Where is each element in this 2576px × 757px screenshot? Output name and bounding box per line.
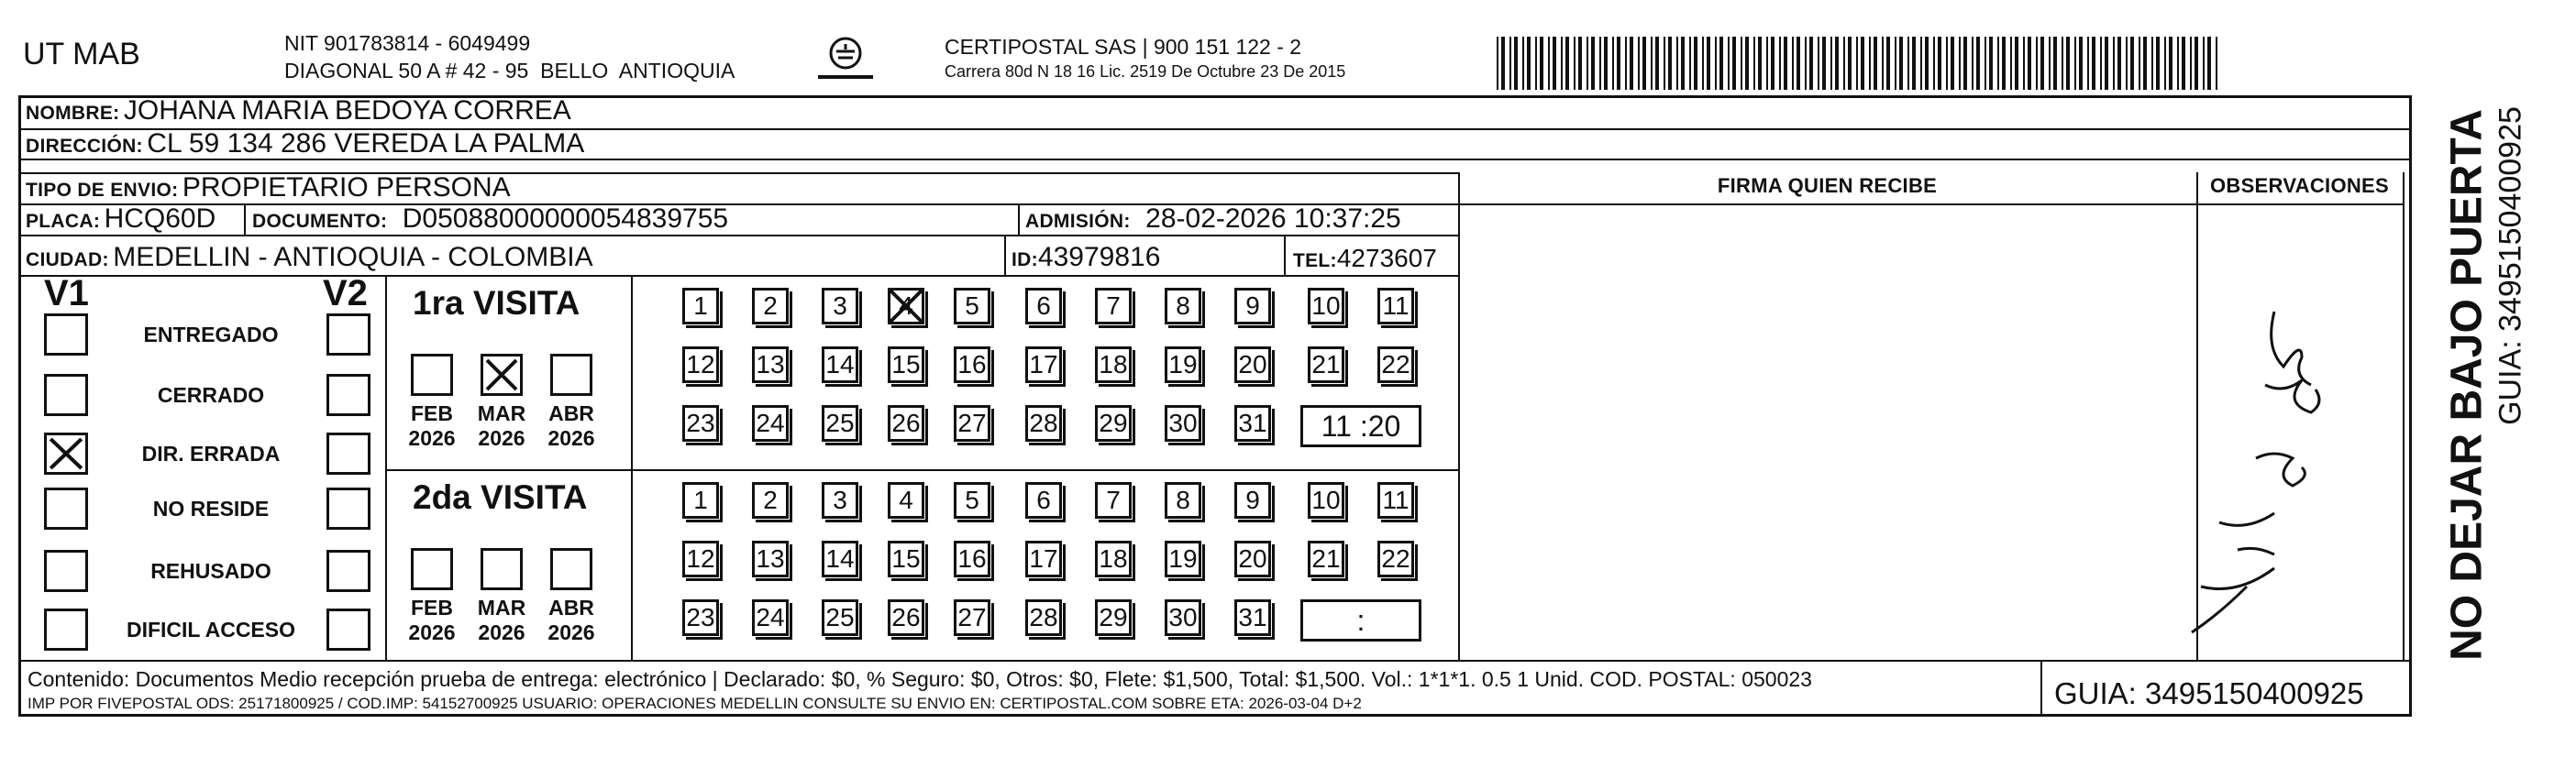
company-nit: NIT 901783814 - 6049499 bbox=[284, 31, 531, 55]
day-box[interactable]: 16 bbox=[954, 541, 990, 577]
day-box[interactable]: 30 bbox=[1165, 599, 1201, 636]
v1-checkbox-1[interactable] bbox=[44, 374, 88, 416]
carrier-license: Carrera 80d N 18 16 Lic. 2519 De Octubre 23 De 2015 bbox=[945, 62, 1346, 81]
recipient-name-row bbox=[26, 95, 571, 126]
side-tracking: GUIA: 3495150400925 bbox=[2493, 106, 2528, 425]
month-checkbox-mar[interactable] bbox=[481, 354, 523, 396]
month-name: ABR bbox=[548, 596, 594, 620]
plate-cell bbox=[26, 203, 216, 235]
plate-label: PLACA: bbox=[26, 211, 101, 232]
day-box[interactable]: 2 bbox=[752, 482, 789, 519]
day-box[interactable]: 17 bbox=[1025, 541, 1062, 577]
document-cell bbox=[252, 203, 728, 235]
day-box[interactable]: 19 bbox=[1165, 346, 1201, 383]
v2-checkbox-1[interactable] bbox=[326, 374, 370, 416]
v1-checkbox-5[interactable] bbox=[44, 609, 88, 651]
id-value: 43979816 bbox=[1037, 242, 1161, 272]
day-box[interactable]: 29 bbox=[1095, 599, 1132, 636]
day-box[interactable]: 31 bbox=[1234, 599, 1271, 636]
v2-checkbox-5[interactable] bbox=[326, 609, 370, 651]
month-year: 2026 bbox=[478, 426, 525, 450]
month-year: 2026 bbox=[547, 620, 595, 644]
admission-label: ADMISIÓN: bbox=[1025, 211, 1131, 232]
day-box[interactable]: 8 bbox=[1165, 288, 1201, 324]
company-address: DIAGONAL 50 A # 42 - 95 BELLO ANTIOQUIA bbox=[284, 59, 735, 82]
phone-value: 4273607 bbox=[1336, 244, 1437, 272]
month-year: 2026 bbox=[408, 426, 456, 450]
day-box[interactable]: 14 bbox=[822, 541, 858, 577]
day-box[interactable]: 25 bbox=[822, 599, 858, 636]
day-box[interactable]: 12 bbox=[682, 541, 719, 577]
day-box[interactable]: 9 bbox=[1234, 288, 1271, 324]
recipient-name: JOHANA MARIA BEDOYA CORREA bbox=[123, 95, 571, 126]
day-box[interactable]: 20 bbox=[1234, 541, 1271, 577]
day-box[interactable]: 20 bbox=[1234, 346, 1271, 383]
shipment-type: PROPIETARIO PERSONA bbox=[182, 172, 511, 203]
day-box[interactable]: 16 bbox=[954, 346, 990, 383]
day-box[interactable]: 13 bbox=[752, 541, 789, 577]
day-box[interactable]: 3 bbox=[822, 288, 858, 324]
v2-checkbox-0[interactable] bbox=[326, 313, 370, 356]
v1-checkbox-3[interactable] bbox=[44, 488, 88, 530]
city-cell bbox=[26, 242, 593, 273]
day-box[interactable]: 4 bbox=[888, 482, 924, 519]
day-box[interactable]: 15 bbox=[888, 541, 924, 577]
month-label bbox=[544, 401, 599, 451]
month-checkbox-mar[interactable] bbox=[481, 548, 523, 590]
month-name: MAR bbox=[477, 596, 526, 620]
signature-header: FIRMA QUIEN RECIBE bbox=[1717, 174, 1938, 197]
day-box[interactable]: 24 bbox=[752, 405, 789, 442]
v2-checkbox-2[interactable] bbox=[326, 433, 370, 475]
day-box[interactable]: 14 bbox=[822, 346, 858, 383]
time-field[interactable]: : bbox=[1300, 599, 1421, 642]
month-label bbox=[404, 401, 459, 451]
id-label: ID: bbox=[1012, 249, 1038, 270]
certipostal-logo bbox=[814, 33, 877, 88]
time-field[interactable]: 11 :20 bbox=[1300, 405, 1421, 447]
status-label: REHUSADO bbox=[150, 559, 271, 583]
day-box[interactable]: 11 bbox=[1377, 288, 1414, 324]
footer-contents: Contenido: Documentos Medio recepción prueba de entrega: electrónico | Declarado: $0, % Seguro: $0, Otros: $0, Flete: $1,500, Total: $1,500. Vol.: 1*1*1. 0.5 1 Unid. COD. POSTAL: 050023 bbox=[28, 667, 1812, 691]
company-name: UT MAB bbox=[23, 37, 140, 71]
month-checkbox-abr[interactable] bbox=[550, 548, 592, 590]
status-label: DIFICIL ACCESO bbox=[126, 618, 295, 642]
month-year: 2026 bbox=[547, 426, 595, 450]
status-label: DIR. ERRADA bbox=[141, 442, 281, 466]
day-box[interactable]: 23 bbox=[682, 405, 719, 442]
day-box[interactable]: 30 bbox=[1165, 405, 1201, 442]
address-row bbox=[26, 128, 584, 159]
day-box[interactable]: 18 bbox=[1095, 541, 1132, 577]
side-warning: NO DEJAR BAJO PUERTA bbox=[2442, 109, 2492, 661]
day-box[interactable]: 7 bbox=[1095, 288, 1132, 324]
carrier-name: CERTIPOSTAL SAS | 900 151 122 - 2 bbox=[945, 35, 1302, 59]
handwritten-signature bbox=[2164, 275, 2348, 651]
day-box[interactable]: 21 bbox=[1308, 541, 1344, 577]
v1-header: V1 bbox=[44, 273, 89, 313]
day-box[interactable]: 6 bbox=[1025, 482, 1062, 519]
month-name: FEB bbox=[411, 596, 453, 620]
day-box[interactable]: 2 bbox=[752, 288, 789, 324]
v1-checkbox-4[interactable] bbox=[44, 550, 88, 592]
barcode bbox=[1497, 37, 2221, 90]
day-box[interactable]: 9 bbox=[1234, 482, 1271, 519]
status-label: CERRADO bbox=[157, 383, 265, 407]
visit-title: 1ra VISITA bbox=[413, 284, 580, 322]
month-label bbox=[474, 596, 529, 645]
admission-value: 28-02-2026 10:37:25 bbox=[1145, 203, 1401, 234]
day-box[interactable]: 26 bbox=[888, 405, 924, 442]
day-box[interactable]: 1 bbox=[682, 288, 719, 324]
admission-cell bbox=[1025, 203, 1401, 235]
day-box[interactable]: 11 bbox=[1377, 482, 1414, 519]
day-box[interactable]: 19 bbox=[1165, 541, 1201, 577]
month-year: 2026 bbox=[478, 620, 525, 644]
month-name: FEB bbox=[411, 401, 453, 425]
phone-label: TEL: bbox=[1293, 250, 1337, 271]
day-box[interactable]: 18 bbox=[1095, 346, 1132, 383]
day-box[interactable]: 13 bbox=[752, 346, 789, 383]
document-value: D05088000000054839755 bbox=[402, 203, 729, 234]
day-box[interactable]: 24 bbox=[752, 599, 789, 636]
footer-tracking: GUIA: 3495150400925 bbox=[2054, 676, 2364, 710]
day-box[interactable]: 27 bbox=[954, 405, 990, 442]
day-box[interactable]: 29 bbox=[1095, 405, 1132, 442]
day-box[interactable]: 28 bbox=[1025, 405, 1062, 442]
month-name: ABR bbox=[548, 401, 594, 425]
v2-header: V2 bbox=[323, 273, 368, 313]
month-label bbox=[404, 596, 459, 645]
recipient-address: CL 59 134 286 VEREDA LA PALMA bbox=[147, 128, 585, 159]
footer-print-info: IMP POR FIVEPOSTAL ODS: 25171800925 / COD.IMP: 54152700925 USUARIO: OPERACIONES MEDELLIN CONSULTE SU ENVIO EN: CERTIPOSTAL.COM SOBRE ETA: 2026-03-04 D+2 bbox=[28, 695, 1362, 712]
plate-value: HCQ60D bbox=[104, 203, 216, 234]
day-box[interactable]: 6 bbox=[1025, 288, 1062, 324]
status-label: NO RESIDE bbox=[152, 497, 270, 521]
phone-cell bbox=[1293, 244, 1437, 273]
day-box[interactable]: 26 bbox=[888, 599, 924, 636]
city-value: MEDELLIN - ANTIOQUIA - COLOMBIA bbox=[113, 242, 593, 272]
address-label: DIRECCIÓN: bbox=[26, 136, 143, 157]
day-box[interactable]: 1 bbox=[682, 482, 719, 519]
day-box[interactable]: 8 bbox=[1165, 482, 1201, 519]
v1-checkbox-0[interactable] bbox=[44, 313, 88, 356]
day-box[interactable]: 28 bbox=[1025, 599, 1062, 636]
month-checkbox-feb[interactable] bbox=[411, 354, 453, 396]
day-box[interactable]: 17 bbox=[1025, 346, 1062, 383]
day-box[interactable]: 25 bbox=[822, 405, 858, 442]
day-box[interactable]: 12 bbox=[682, 346, 719, 383]
observations-header: OBSERVACIONES bbox=[2209, 174, 2389, 197]
v2-checkbox-4[interactable] bbox=[326, 550, 370, 592]
month-checkbox-abr[interactable] bbox=[550, 354, 592, 396]
day-box[interactable]: 4 bbox=[888, 288, 924, 324]
city-label: CIUDAD: bbox=[26, 249, 109, 270]
day-box[interactable]: 31 bbox=[1234, 405, 1271, 442]
id-cell bbox=[1012, 242, 1160, 273]
month-label bbox=[474, 401, 529, 451]
day-box[interactable]: 23 bbox=[682, 599, 719, 636]
day-box[interactable]: 10 bbox=[1308, 288, 1344, 324]
visit-title: 2da VISITA bbox=[413, 478, 588, 516]
v2-checkbox-3[interactable] bbox=[326, 488, 370, 530]
signature-area[interactable] bbox=[1461, 206, 2195, 659]
month-label bbox=[544, 596, 599, 645]
shipment-type-row bbox=[26, 172, 511, 203]
document-label: DOCUMENTO: bbox=[252, 211, 388, 232]
month-year: 2026 bbox=[408, 620, 456, 644]
day-box[interactable]: 7 bbox=[1095, 482, 1132, 519]
day-box[interactable]: 21 bbox=[1308, 346, 1344, 383]
shipment-type-label: TIPO DE ENVIO: bbox=[26, 180, 179, 201]
day-box[interactable]: 22 bbox=[1377, 346, 1414, 383]
day-box[interactable]: 5 bbox=[954, 288, 990, 324]
month-name: MAR bbox=[477, 401, 526, 425]
day-box[interactable]: 15 bbox=[888, 346, 924, 383]
status-label: ENTREGADO bbox=[143, 323, 279, 346]
name-label: NOMBRE: bbox=[26, 103, 120, 124]
v1-checkbox-2[interactable] bbox=[44, 433, 88, 475]
day-box[interactable]: 22 bbox=[1377, 541, 1414, 577]
day-box[interactable]: 10 bbox=[1308, 482, 1344, 519]
day-box[interactable]: 27 bbox=[954, 599, 990, 636]
day-box[interactable]: 3 bbox=[822, 482, 858, 519]
month-checkbox-feb[interactable] bbox=[411, 548, 453, 590]
day-box[interactable]: 5 bbox=[954, 482, 990, 519]
